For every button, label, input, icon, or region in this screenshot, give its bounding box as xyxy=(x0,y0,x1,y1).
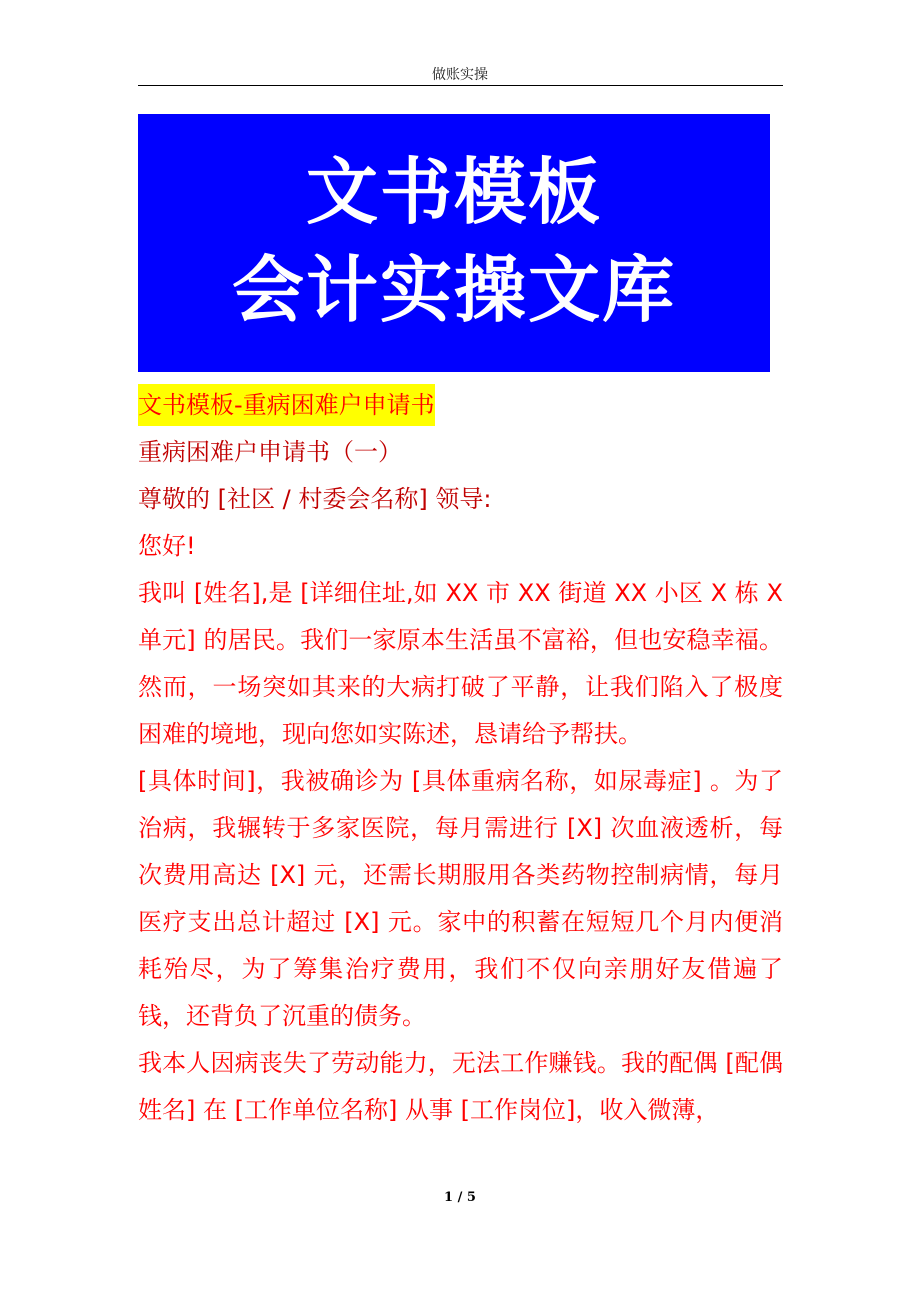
body-paragraph: 我叫 [姓名],是 [详细住址,如 XX 市 XX 街道 XX 小区 X 栋 X 单元] 的居民。我们一家原本生活虽不富裕，但也安稳幸福。然而，一场突如其来的大病打破了平静，让我们陷入了极度困难的境地，现向您如实陈述，恳请给予帮扶。 xyxy=(138,579,783,748)
page-number: 1 / 5 xyxy=(444,1190,476,1205)
document-body xyxy=(138,382,783,1134)
body-paragraph: [具体时间]，我被确诊为 [具体重病名称，如尿毒症] 。为了治病，我辗转于多家医院，每月需进行 [X] 次血液透析，每次费用高达 [X] 元，还需长期服用各类药物控制病情，每月医疗支出总计超过 [X] 元。家中的积蓄在短短几个月内便消耗殆尽，为了筹集治疗费用，我们不仅向亲朋好友借遍了钱，还背负了沉重的债务。 xyxy=(138,767,783,1030)
title-banner xyxy=(138,114,770,372)
body-paragraph: 我本人因病丧失了劳动能力，无法工作赚钱。我的配偶 [配偶姓名] 在 [工作单位名称] 从事 [工作岗位]，收入微薄， xyxy=(138,1049,783,1124)
document-title: 文书模板-重病困难户申请书 xyxy=(138,384,435,426)
document-subtitle: 重病困难户申请书（一） xyxy=(138,438,402,466)
running-header: 做账实操 xyxy=(432,67,488,83)
greeting: 您好! xyxy=(138,532,196,560)
header-divider xyxy=(138,85,783,86)
banner-line-1: 文书模板 xyxy=(305,150,602,234)
banner-line-2: 会计实操文库 xyxy=(231,248,676,332)
salutation: 尊敬的 [社区 / 村委会名称] 领导: xyxy=(138,485,492,513)
